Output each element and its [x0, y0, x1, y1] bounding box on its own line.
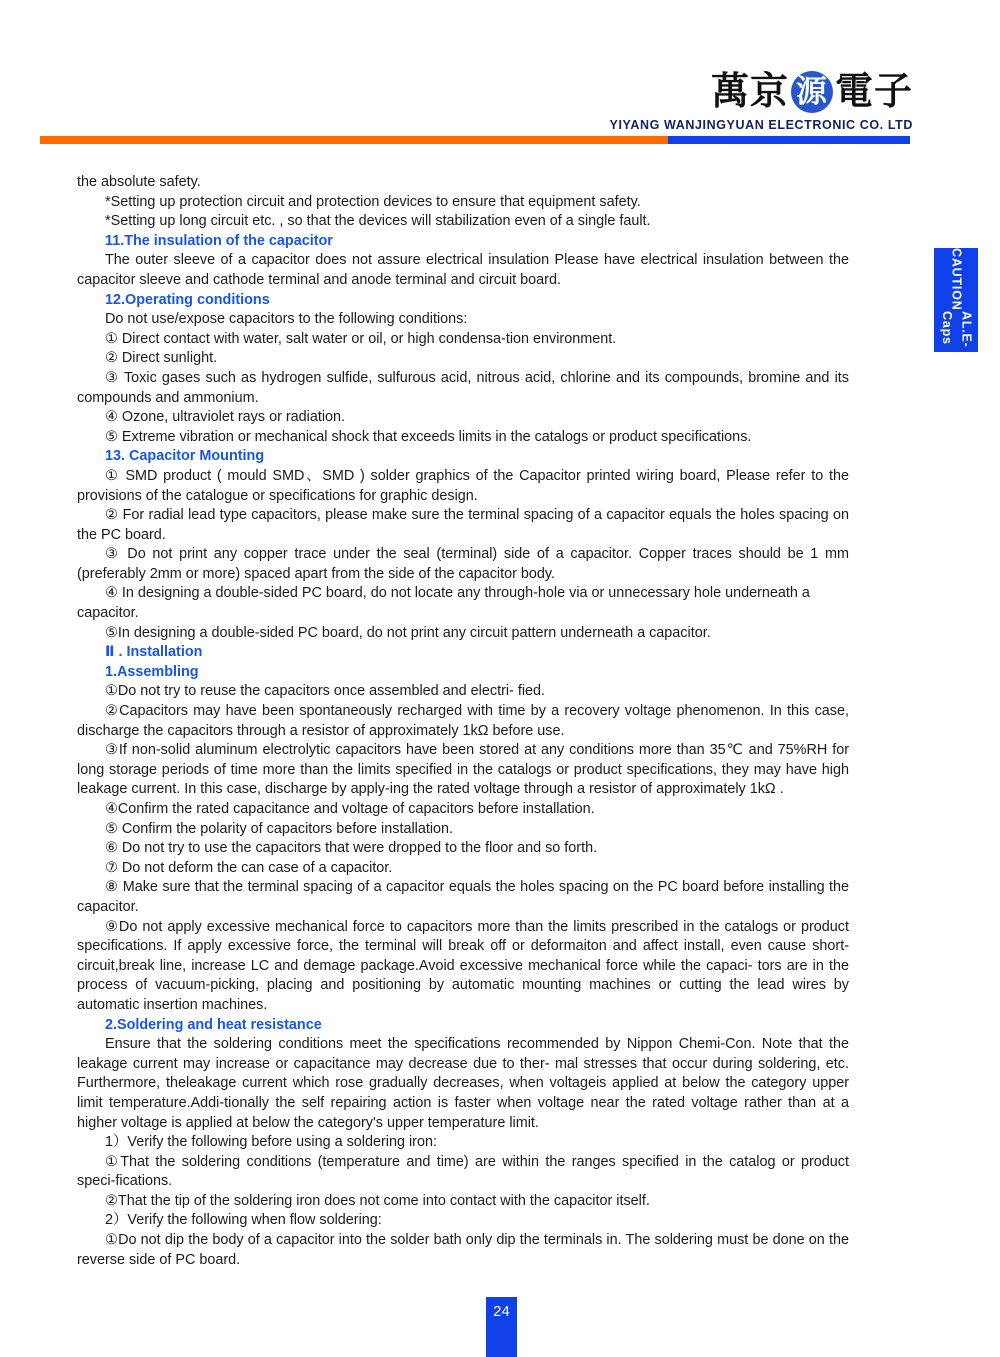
paragraph: Do not use/expose capacitors to the following conditions:: [105, 311, 468, 328]
paragraph: ⑥ Do not try to use the capacitors that were dropped to the floor and so forth.: [105, 840, 598, 857]
paragraph: 1）Verify the following before using a soldering iron:: [105, 1134, 437, 1151]
logo-circle-character: 源: [795, 74, 828, 109]
paragraph: ①That the soldering conditions (temperature and time) are within the ranges specified in the catalog or product speci-fications.: [77, 1153, 849, 1190]
paragraph: ③ Do not print any copper trace under the seal (terminal) side of a capacitor. Copper traces should be 1 mm (preferably 2mm or more) spaced apart from the side of the capacitor body.: [77, 546, 849, 582]
logo-text-right: 電子: [834, 71, 913, 113]
paragraph: ②That the tip of the soldering iron does not come into contact with the capacitor itself.: [105, 1192, 650, 1209]
side-tab-line-caution: CAUTION: [949, 248, 964, 311]
page-number: 24: [493, 1303, 510, 1320]
logo-circle-icon: [791, 71, 833, 113]
section-heading: Ⅱ . Installation: [105, 644, 203, 661]
side-tab-line-al-e-caps: AL.E-Caps: [940, 310, 974, 348]
paragraph: ① SMD product ( mould SMD、SMD ) solder graphics of the Capacitor printed wiring board, Please refer to the provisions of the catalogue or specifications for graphic design.: [77, 467, 849, 504]
header-divider-blue-segment: [668, 136, 910, 144]
section-heading: 11.The insulation of the capacitor: [105, 232, 333, 249]
paragraph: ② For radial lead type capacitors, please make sure the terminal spacing of a capacitor equals the holes spacing on the PC board.: [77, 507, 849, 543]
company-name: YIYANG WANJINGYUAN ELECTRONIC CO. LTD: [609, 118, 913, 132]
paragraph: ⑤ Confirm the polarity of capacitors before installation.: [105, 820, 454, 837]
paragraph: ⑦ Do not deform the can case of a capacitor.: [105, 859, 393, 876]
paragraph: ⑧ Make sure that the terminal spacing of a capacitor equals the holes spacing on the PC board before installing the capacitor.: [77, 879, 849, 915]
paragraph: Ensure that the soldering conditions meet the specifications recommended by Nippon Chemi-Con. Note that the leakage current may increase or capacitance may decrease due to ther- mal stresses that occur during soldering, etc. Furthermore, theleakage current which rose gradually decreases, when voltageis applied at below the category upper limit temperature.Addi-tionally the self repairing action is faster when voltage near the rated voltage rather than at a higher voltage is applied at below the category's upper temperature limit.: [77, 1036, 849, 1131]
paragraph: ①Do not try to reuse the capacitors once assembled and electri- fied.: [105, 683, 546, 700]
paragraph: ⑤In designing a double-sided PC board, do not print any circuit pattern underneath a capacitor.: [105, 624, 711, 641]
paragraph: The outer sleeve of a capacitor does not assure electrical insulation Please have electrical insulation between the capacitor sleeve and cathode terminal and anode terminal and circuit board.: [77, 252, 849, 288]
paragraph: ⑨Do not apply excessive mechanical force to capacitors more than the limits prescribed in the catalogs or product specifications. If apply excessive force, the terminal will break off or deformaiton and affect install, even cause short-circuit,break line, increase LC and demage package.Avoid excessive mechanical force while the capaci- tors are in the process of vacuum-picking, placing and positioning by automatic mounting machines or cutting the lead wires by automatic insertion machines.: [77, 918, 849, 1013]
paragraph: *Setting up protection circuit and protection devices to ensure that equipment safety.: [105, 193, 641, 210]
header-divider: [40, 136, 910, 144]
page-number-badge: [486, 1297, 517, 1357]
page-header: [610, 70, 913, 132]
paragraph: ④ Ozone, ultraviolet rays or radiation.: [105, 409, 346, 426]
section-heading: 1.Assembling: [105, 663, 199, 680]
section-heading: 2.Soldering and heat resistance: [105, 1016, 322, 1033]
paragraph: the absolute safety.: [77, 174, 201, 190]
paragraph: ④Confirm the rated capacitance and voltage of capacitors before installation.: [105, 801, 595, 817]
document-body: [77, 173, 849, 1270]
paragraph: ③If non-solid aluminum electrolytic capacitors have been stored at any conditions more than 35℃ and 75%RH for long storage periods of time more than the limits specified in the catalogs or product specifications, they may have high leakage current. In this case, discharge by apply-ing the rated voltage through a resistor of approximately 1kΩ .: [77, 742, 849, 798]
paragraph: 2）Verify the following when flow soldering:: [105, 1212, 382, 1229]
paragraph: ② Direct sunlight.: [105, 350, 218, 367]
logo-text-left: 萬京: [710, 71, 789, 113]
side-tab-caution: [934, 248, 978, 352]
section-heading: 13. Capacitor Mounting: [105, 448, 265, 465]
paragraph: ④ In designing a double-sided PC board, do not locate any through-hole via or unnecessary hole underneath a capacitor.: [77, 585, 810, 622]
paragraph: ③ Toxic gases such as hydrogen sulfide, sulfurous acid, nitrous acid, chlorine and its compounds, bromine and its compounds and ammonium.: [77, 369, 849, 406]
paragraph: *Setting up long circuit etc. , so that the devices will stabilization even of a single fault.: [105, 213, 651, 230]
paragraph: ⑤ Extreme vibration or mechanical shock that exceeds limits in the catalogs or product specifications.: [105, 428, 752, 445]
paragraph: ②Capacitors may have been spontaneously recharged with time by a recovery voltage phenomenon. In this case, discharge the capacitors through a resistor of approximately 1kΩ before use.: [77, 703, 849, 739]
header-divider-orange-segment: [40, 136, 668, 144]
company-logo: [711, 70, 913, 114]
section-heading: 12.Operating conditions: [105, 291, 270, 308]
paragraph: ①Do not dip the body of a capacitor into the solder bath only dip the terminals in. The soldering must be done on the reverse side of PC board.: [77, 1232, 849, 1268]
paragraph: ① Direct contact with water, salt water or oil, or high condensa-tion environment.: [105, 330, 617, 347]
